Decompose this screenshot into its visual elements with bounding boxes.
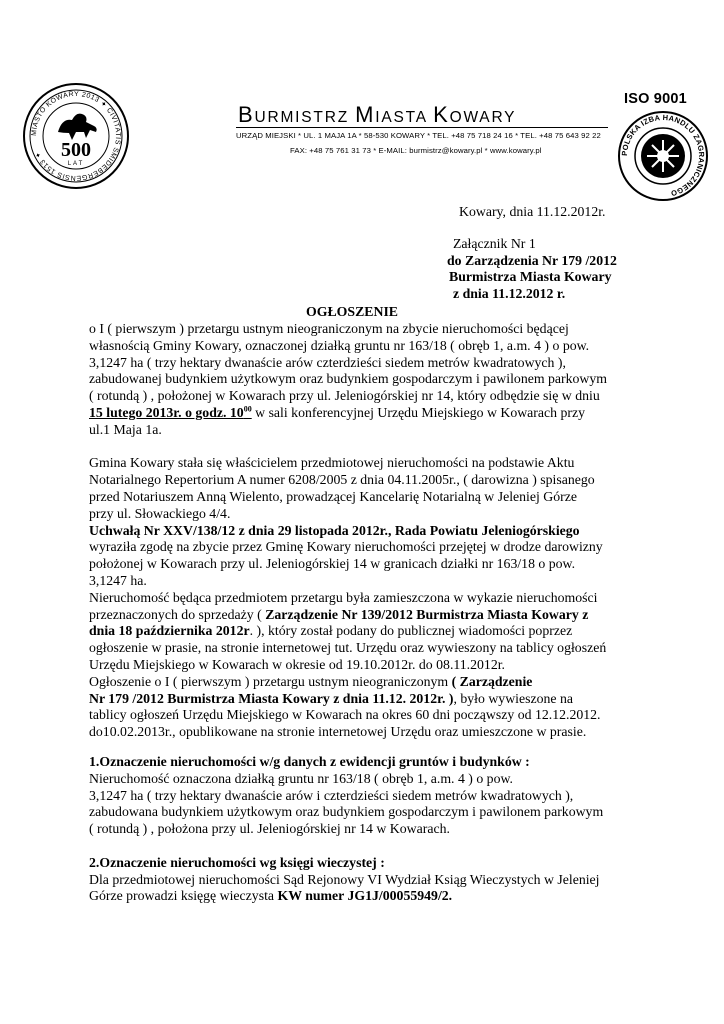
text-line: przeznaczonych do sprzedaży ( Zarządzenie Nr 139/2012 Burmistrza Miasta Kowary z [89,606,589,622]
text-line: Uchwałą Nr XXV/138/12 z dnia 29 listopada 2012r., Rada Powiatu Jeleniogórskiego [89,522,580,538]
text-line: przed Notariuszem Anną Wielento, prowadzącej Kancelarię Notarialną w Jeleniej Górze [89,488,577,504]
text-line: 3,1247 ha ( trzy hektary dwanaście arów czterdzieści siedem metrów kwadratowych ), [89,354,566,370]
office-contact: FAX: +48 75 761 31 73 * E-MAIL: burmistrz@kowary.pl * www.kowary.pl [290,146,542,155]
text-line: Dla przedmiotowej nieruchomości Sąd Rejonowy VI Wydział Ksiąg Wieczystych w Jeleniej [89,871,600,887]
text-line: wyraziła zgodę na zbycie przez Gminę Kowary nieruchomości przejętej w drodze darowizny [89,539,603,555]
chamber-of-commerce-logo [617,110,709,202]
svg-text:MIASTO KOWARY 2013 ✦ CIVITATIS: MIASTO KOWARY 2013 ✦ CIVITATIS SMIDEBERGENSIS 1513 ✦ [30,90,122,182]
text-line: przy ul. Słowackiego 4/4. [89,505,231,521]
text-line: Nieruchomość będąca przedmiotem przetargu była zamieszczona w wykazie nieruchomości [89,589,598,605]
text-line: zabudowanej budynkiem użytkowym oraz budynkiem gospodarczym i pawilonem parkowym [89,371,608,387]
document-heading: OGŁOSZENIE [306,304,399,319]
svg-text:POLSKA IZBA HANDLU ZAGRANICZNE: POLSKA IZBA HANDLU ZAGRANICZNEGO [619,112,707,199]
text-line: Gmina Kowary stała się właścicielem przedmiotowej nieruchomości na podstawie Aktu [89,455,575,471]
annex-issuer: Burmistrza Miasta Kowary [449,269,612,284]
office-address: URZĄD MIEJSKI * UL. 1 MAJA 1A * 58-530 KOWARY * TEL. +48 75 718 24 16 * TEL. +48 75 643 92 22 [236,131,601,140]
text-line: Notarialnego Repertorium A numer 6208/2005 z dnia 04.11.2005r., ( darowizna ) spisanego [89,472,595,488]
text-line: Górze prowadzi księgę wieczysta KW numer JG1J/00055949/2. [89,888,453,904]
text-line: ul.1 Maja 1a. [89,421,162,437]
text-line: do10.02.2013r., opublikowane na stronie internetowej Urzędu oraz umieszczone w prasie. [89,724,587,740]
text-line: Nieruchomość oznaczona działką gruntu nr 163/18 ( obręb 1, a.m. 4 ) o pow. [89,770,513,786]
text-line: dnia 18 października 2012r. ), który został podany do publicznej wiadomości poprzez [89,623,573,639]
text-line: zabudowana budynkiem użytkowym oraz budynkiem gospodarczym i pawilonem parkowym [89,804,604,820]
header-rule [236,127,608,128]
text-line: Nr 179 /2012 Burmistrza Miasta Kowary z dnia 11.12. 2012r. ), było wywieszone na [89,690,573,706]
iso-label: ISO 9001 [624,91,687,107]
office-title: BURMISTRZ MIASTA KOWARY [238,102,517,127]
annex-ordinance: do Zarządzenia Nr 179 /2012 [447,252,617,268]
document-date: Kowary, dnia 11.12.2012r. [459,204,606,219]
text-line: Ogłoszenie o I ( pierwszym ) przetargu ustnym nieograniczonym ( Zarządzenie [89,673,533,689]
annex-number: Załącznik Nr 1 [453,236,536,251]
svg-text:LAT: LAT [67,161,85,167]
text-line: 15 lutego 2013r. o godz. $10^{00}$ w sali konferencyjnej Urzędu Miejskiego w Kowarach przy [89,404,586,420]
text-line: Urzędu Miejskiego w Kowarach w okresie od 19.10.2012r. do 08.11.2012r. [89,656,506,672]
kowary-seal-logo [22,82,130,190]
annex-reference [447,236,617,302]
auction-date: 15 lutego 2013r. o godz. $10^{00}$ [89,404,252,420]
text-line: ogłoszenie w prasie, na stronie internetowej tut. Urzędu oraz wywieszony na tablicy ogłoszeń [89,640,607,656]
text-line: 3,1247 ha ( trzy hektary dwanaście arów i czterdzieści siedem metrów kwadratowych ), [89,787,574,803]
text-line: własnością Gminy Kowary, oznaczonej działką gruntu nr 163/18 ( obręb 1, a.m. 4 ) o pow. [89,337,590,353]
text-line: położonej w Kowarach przy ul. Jeleniogórskiej 14 w granicach działki nr 163/18 o pow. [89,556,576,572]
annex-date: z dnia 11.12.2012 r. [453,285,566,301]
text-line: o I ( pierwszym ) przetargu ustnym nieograniczonym na zbycie nieruchomości będącej [89,321,569,336]
text-line: 3,1247 ha. [89,572,147,588]
section-title: 1.Oznaczenie nieruchomości w/g danych z ewidencji gruntów i budynków : [89,753,530,769]
document-body [89,321,649,905]
text-line: tablicy ogłoszeń Urzędu Miejskiego w Kowarach na okres 60 dni począwszy od 12.12.2012. [89,707,601,723]
section-title: 2.Oznaczenie nieruchomości wg księgi wieczystej : [89,854,385,870]
text-line: ( rotundą ) , położona przy ul. Jeleniogórskiej nr 14 w Kowarach. [89,821,450,837]
text-line: ( rotundą ) , położonej w Kowarach przy ul. Jeleniogórskiej nr 14, który odbędzie się w dniu [89,388,600,404]
svg-text:500: 500 [61,139,91,161]
